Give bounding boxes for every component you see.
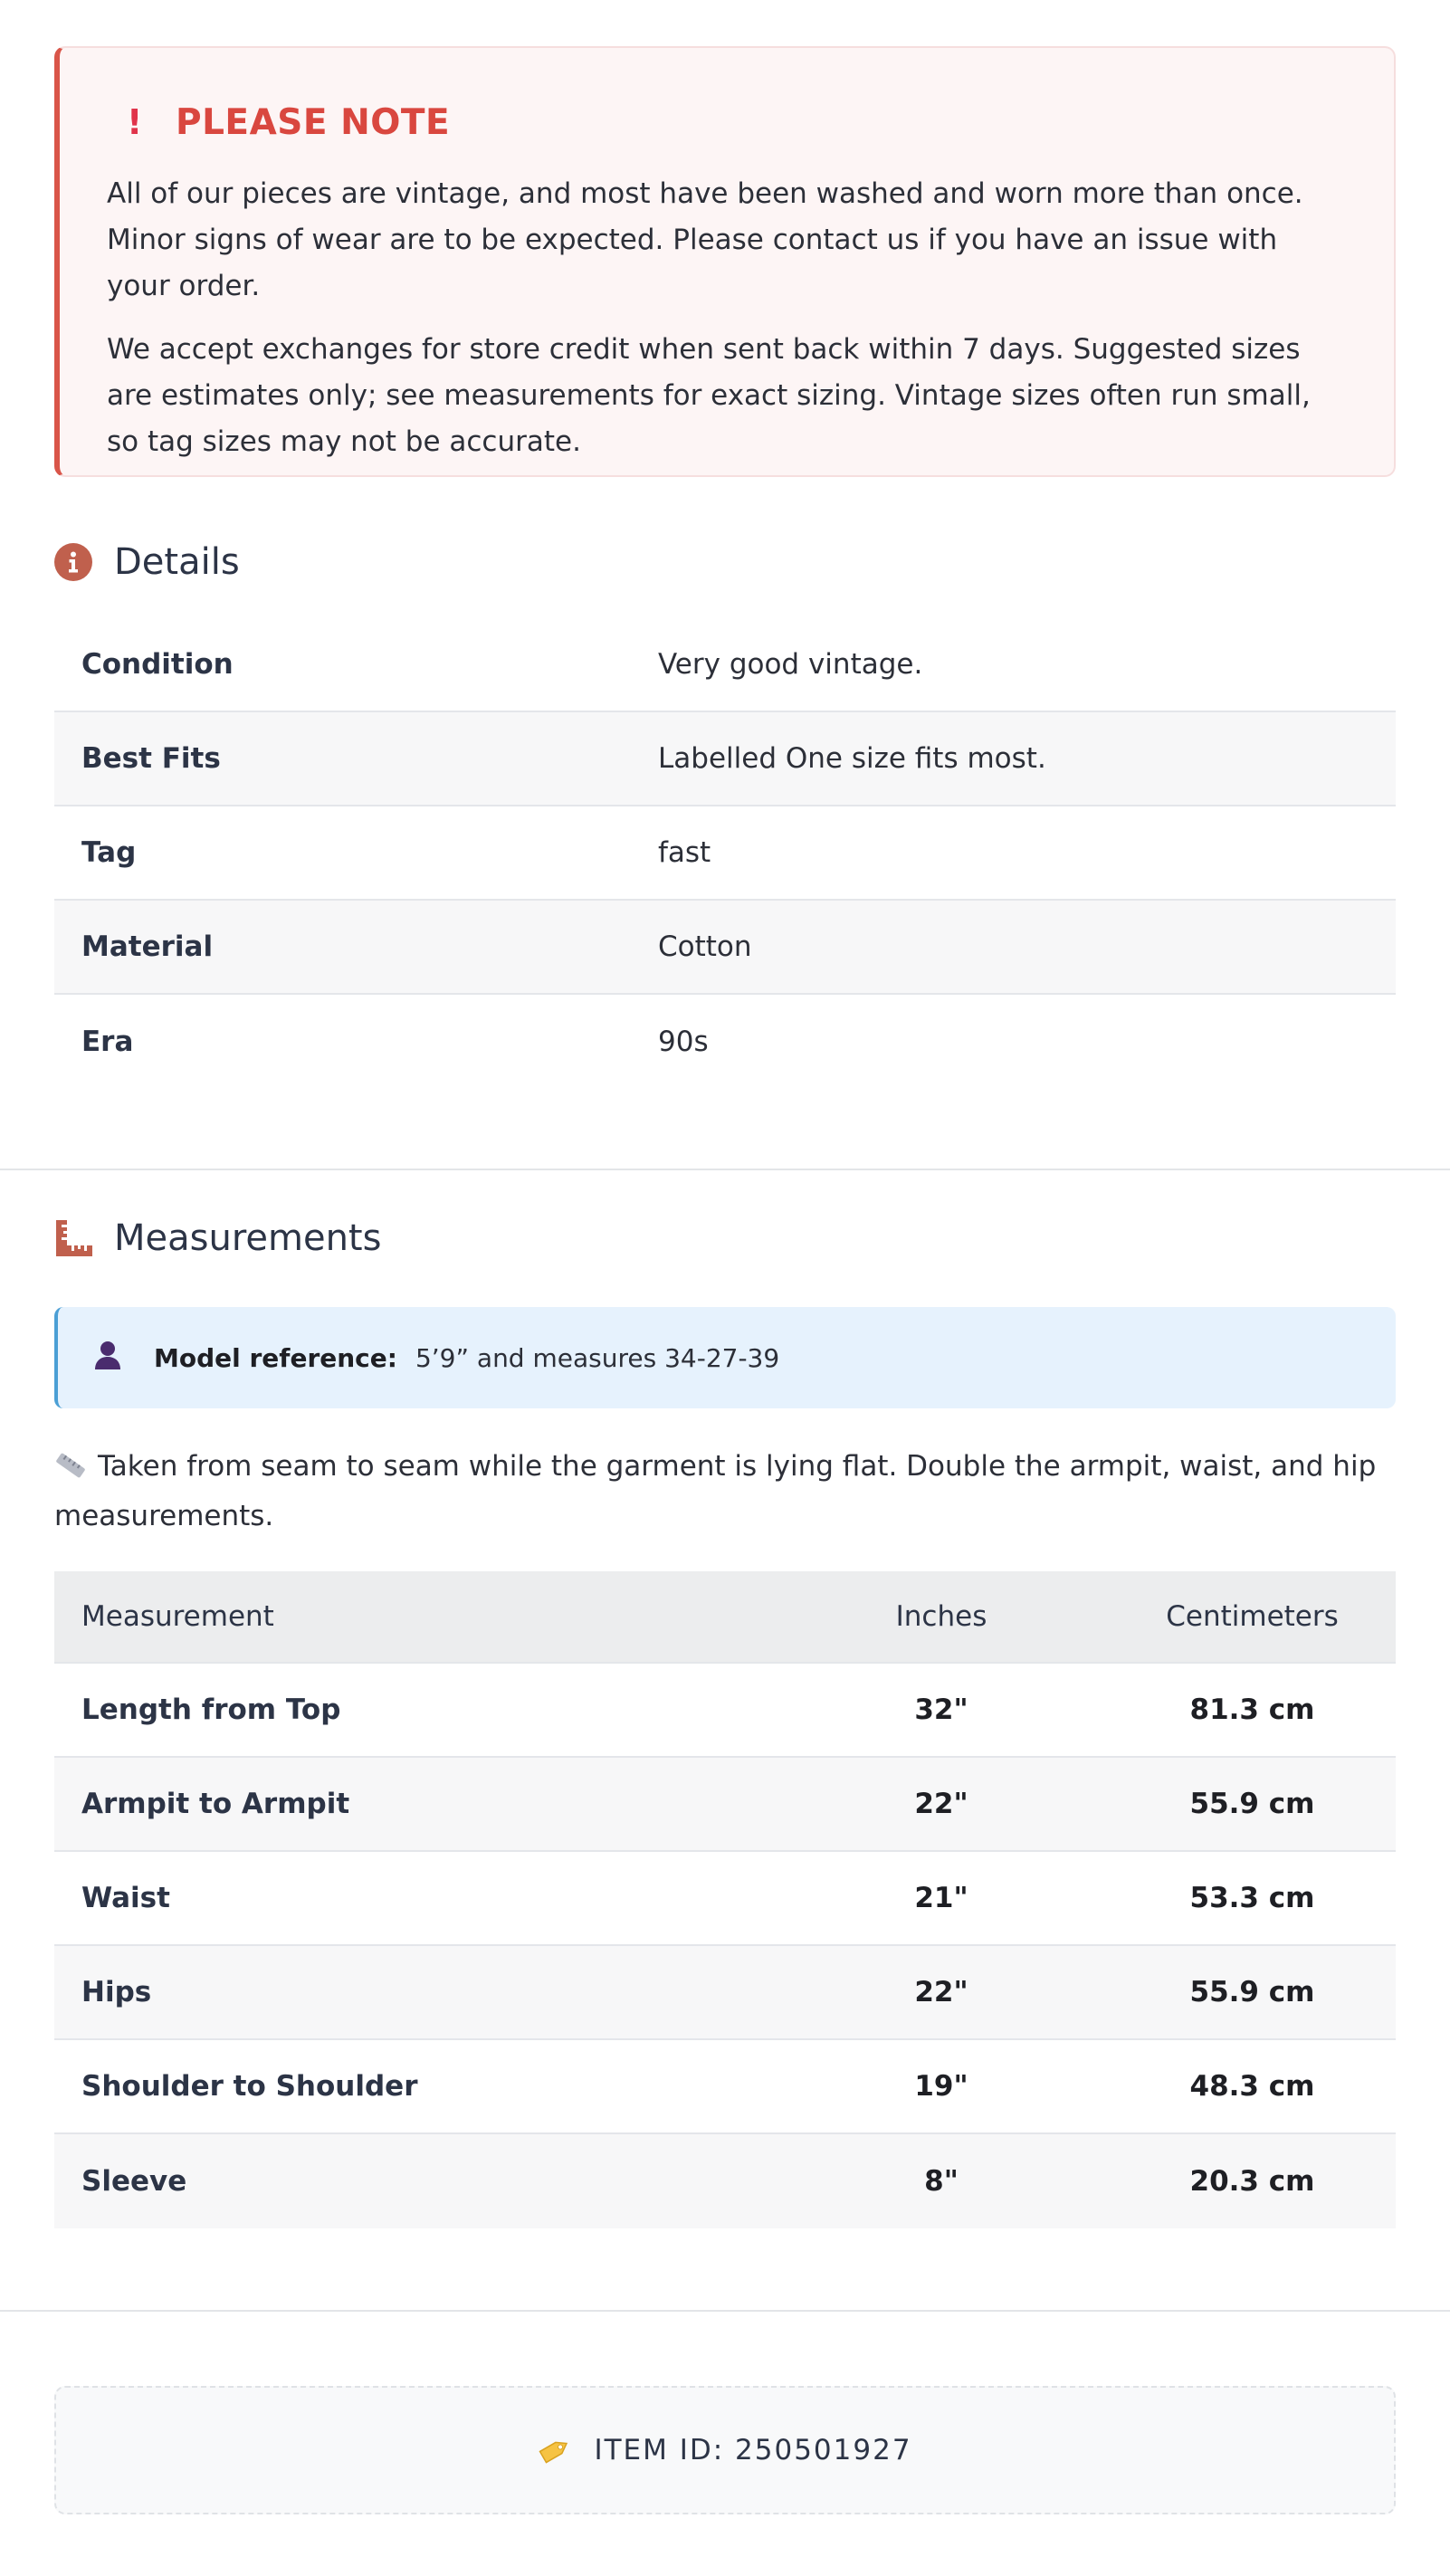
measurement-cm: 81.3 cm: [1189, 1693, 1315, 1726]
details-label: Condition: [81, 648, 234, 681]
exclamation-icon: !: [127, 102, 143, 142]
info-icon: [54, 543, 114, 581]
measurement-name: Length from Top: [81, 1693, 341, 1726]
details-row: [54, 712, 1396, 806]
details-heading: [54, 539, 1396, 585]
model-reference-value: 5’9” and measures 34-27-39: [415, 1342, 780, 1373]
details-label: Best Fits: [81, 742, 221, 775]
measurements-table: [54, 1571, 1396, 2228]
please-note-header: [107, 99, 1349, 146]
details-value: Very good vintage.: [658, 648, 923, 681]
measurement-note-text: Taken from seam to seam while the garment is lying flat. Double the armpit, waist, and hip measurements.: [54, 1450, 1377, 1532]
measurement-inches: 8": [924, 2165, 959, 2198]
table-row: [54, 2040, 1396, 2134]
column-header-inches: Inches: [895, 1600, 987, 1633]
item-id-text: ITEM ID: 250501927: [594, 2434, 912, 2466]
measurements-title: Measurements: [114, 1217, 382, 1259]
section-divider: [0, 1169, 1450, 1170]
measurement-name: Sleeve: [81, 2165, 187, 2198]
table-header-row: [54, 1571, 1396, 1664]
table-row: [54, 1852, 1396, 1946]
details-value: Cotton: [658, 930, 752, 963]
details-label: Material: [81, 930, 214, 963]
measurement-name: Armpit to Armpit: [81, 1788, 350, 1820]
details-title: Details: [114, 541, 240, 583]
details-row: [54, 806, 1396, 901]
please-note-box: [54, 46, 1396, 477]
measurements-heading: [54, 1216, 1396, 1261]
measurement-name: Waist: [81, 1882, 170, 1914]
column-header-centimeters: Centimeters: [1166, 1600, 1339, 1633]
measurement-note: [54, 1444, 1396, 1540]
measurement-name: Shoulder to Shoulder: [81, 2070, 418, 2103]
details-value: Labelled One size fits most.: [658, 742, 1046, 775]
measurement-inches: 19": [914, 2070, 968, 2103]
details-row: [54, 901, 1396, 995]
measurement-inches: 22": [914, 1976, 968, 2008]
column-header-measurement: Measurement: [81, 1600, 274, 1633]
details-label: Tag: [81, 836, 137, 869]
measurement-inches: 21": [914, 1882, 968, 1914]
ruler-icon: [54, 1447, 87, 1493]
details-value: fast: [658, 836, 711, 869]
model-reference-label: Model reference:: [154, 1342, 397, 1373]
measurement-cm: 55.9 cm: [1189, 1788, 1315, 1820]
person-icon: [92, 1340, 123, 1377]
section-divider: [0, 2310, 1450, 2312]
measurement-cm: 20.3 cm: [1189, 2165, 1315, 2198]
details-value: 90s: [658, 1026, 709, 1058]
notice-paragraph-1: All of our pieces are vintage, and most have been washed and worn more than once. Minor signs of wear are to be expected. Please contact us if you have an issue with your order.: [107, 177, 1303, 302]
measurement-cm: 55.9 cm: [1189, 1976, 1315, 2008]
table-row: [54, 1758, 1396, 1852]
details-label: Era: [81, 1026, 134, 1058]
item-id-box: [54, 2386, 1396, 2514]
table-row: [54, 1946, 1396, 2040]
measurement-name: Hips: [81, 1976, 152, 2008]
table-row: [54, 2134, 1396, 2228]
notice-paragraph-2: We accept exchanges for store credit when sent back within 7 days. Suggested sizes are estimates only; see measurements for exact sizing. Vintage sizes often run small, so tag sizes may not be accurate.: [107, 333, 1311, 458]
measurement-inches: 32": [914, 1693, 968, 1726]
measurement-cm: 48.3 cm: [1189, 2070, 1315, 2103]
measurement-inches: 22": [914, 1788, 968, 1820]
ruler-icon: [54, 1218, 114, 1258]
measurement-cm: 53.3 cm: [1189, 1882, 1315, 1914]
please-note-title: PLEASE NOTE: [176, 101, 451, 143]
tag-icon: [538, 2435, 572, 2466]
model-reference-box: [54, 1307, 1396, 1408]
details-row: [54, 995, 1396, 1089]
details-table: [54, 618, 1396, 1089]
details-row: [54, 618, 1396, 712]
table-row: [54, 1664, 1396, 1758]
